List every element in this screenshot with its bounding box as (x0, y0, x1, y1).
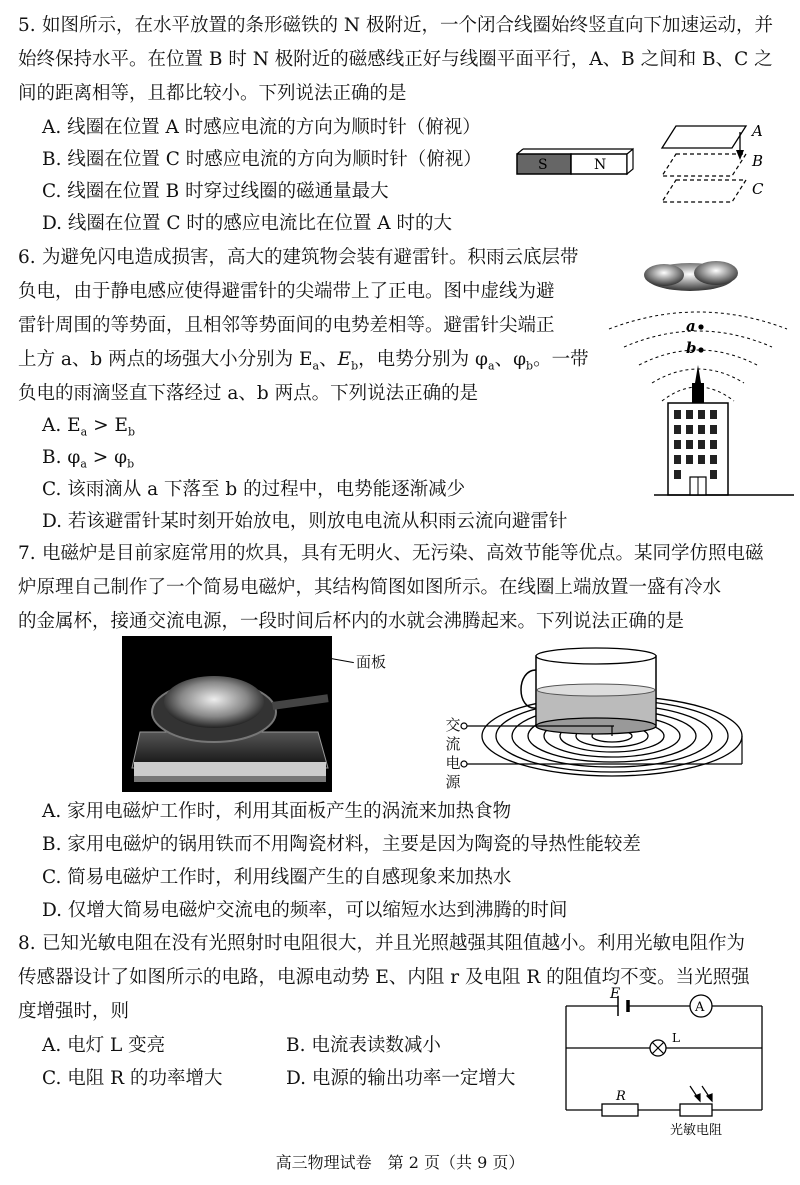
q7-option-c: C. 简易电磁炉工作时，利用线圈产生的自感现象来加热水 (42, 867, 512, 888)
q6-line4-part3: 。一带 (533, 349, 589, 370)
q6-stem-line5: 负电的雨滴竖直下落经过 a、b 两点。下列说法正确的是 (18, 383, 479, 404)
ac-source-label: 交 流 电 源 (445, 716, 461, 791)
coil-label-a: A (752, 122, 763, 140)
q6-option-a: A. $E_a > E_b$ (42, 415, 136, 439)
q5-bar-magnet (516, 148, 636, 180)
q7-induction-cooker-photo (122, 636, 332, 792)
q6-lightning-rod-figure (604, 255, 794, 505)
q5-number: 5. (18, 15, 36, 36)
q5-option-d: D. 线圈在位置 C 时的感应电流比在位置 A 时的大 (42, 213, 452, 234)
lamp-label: L (672, 1031, 680, 1045)
q8-number: 8. (18, 933, 36, 954)
q8-option-d: D. 电源的输出功率一定增大 (286, 1068, 516, 1089)
q7-option-a: A. 家用电磁炉工作时，利用其面板产生的涡流来加热食物 (42, 801, 512, 822)
q6-option-c: C. 该雨滴从 a 下落至 b 的过程中，电势能逐渐减少 (42, 479, 466, 500)
q6-line4-part1: 上方 a、b 两点的场强大小分别为 E (18, 349, 313, 370)
magnet-n-label: N (594, 157, 607, 173)
q8-circuit-diagram (562, 988, 772, 1138)
q5-coil-positions (656, 118, 776, 208)
q8-option-a: A. 电灯 L 变亮 (42, 1035, 166, 1056)
q5-option-b: B. 线圈在位置 C 时感应电流的方向为顺时针（俯视） (42, 149, 482, 170)
panel-label: 面板 (356, 653, 387, 671)
page-footer: 高三物理试卷 第 2 页（共 9 页） (275, 1153, 525, 1172)
svg-text:A: A (695, 1000, 705, 1015)
resistor-r (602, 1104, 638, 1116)
building-icon (654, 365, 794, 495)
q8-stem-line2: 传感器设计了如图所示的电路，电源电动势 E、内阻 r 及电阻 R 的阻值均不变。当光照强 (18, 967, 750, 988)
q5-stem-line3: 间的距离相等，且都比较小。下列说法正确的是 (18, 83, 407, 104)
q8-stem-line1: 已知光敏电阻在没有光照射时电阻很大，并且光照越强其阻值越小。利用光敏电阻作为 (42, 933, 746, 954)
q7-option-d: D. 仅增大简易电磁炉交流电的频率，可以缩短水达到沸腾的时间 (42, 900, 568, 921)
lamp-icon (650, 1040, 666, 1056)
cloud-icon (644, 261, 738, 291)
coil-label-b: B (752, 152, 764, 170)
panel-pointer-line (330, 658, 354, 663)
light-arrows-icon (690, 1086, 712, 1101)
q6-stem-line1: 为避免闪电造成损害，高大的建筑物会装有避雷针。积雨云底层带 (42, 247, 579, 268)
point-a-label: a (686, 317, 696, 335)
q7-number: 7. (18, 543, 36, 564)
q8-stem-line3: 度增强时，则 (18, 1001, 130, 1022)
q5-stem-line1: 如图所示，在水平放置的条形磁铁的 N 极附近，一个闭合线圈始终竖直向下加速运动，并 (42, 15, 773, 36)
q6-option-b: B. $\varphi_a > \varphi_b$ (42, 447, 135, 471)
magnet-s-label: S (538, 157, 548, 173)
q8-option-c: C. 电阻 R 的功率增大 (42, 1068, 223, 1089)
q6-stem-line3: 雷针周围的等势面，且相邻等势面间的电势差相等。避雷针尖端正 (18, 315, 555, 336)
q6-stem-line2: 负电，由于静电感应使得避雷针的尖端带上了正电。图中虚线为避 (18, 281, 555, 302)
q6-number: 6. (18, 247, 36, 268)
q6-option-d: D. 若该避雷针某时刻开始放电，则放电电流从积雨云流向避雷针 (42, 511, 568, 532)
q5-option-a: A. 线圈在位置 A 时感应电流的方向为顺时针（俯视） (42, 117, 481, 138)
q6-line4-part2: ，电势分别为 φ (358, 349, 489, 370)
q7-stem-line2: 炉原理自己制作了一个简易电磁炉，其结构简图如图所示。在线圈上端放置一盛有冷水 (18, 577, 722, 598)
photoresistor (680, 1104, 712, 1116)
q7-option-b: B. 家用电磁炉的锅用铁而不用陶瓷材料，主要是因为陶瓷的导热性能较差 (42, 834, 641, 855)
ammeter-icon (690, 995, 712, 1017)
q7-coil-cup-diagram (436, 640, 776, 780)
q6-stem-line4: 上方 a、b 两点的场强大小分别为 $E_a$、$E_b$，电势分别为 $\varphi_a$、$\varphi_b$。一带 (18, 349, 589, 373)
photoresistor-label: 光敏电阻 (670, 1123, 723, 1138)
q5-option-c: C. 线圈在位置 B 时穿过线圈的磁通量最大 (42, 181, 389, 202)
emf-label: E (610, 986, 621, 1002)
point-b-label: b (686, 339, 697, 357)
q5-stem-line2: 始终保持水平。在位置 B 时 N 极附近的磁感线正好与线圈平面平行，A、B 之间和 B、C 之 (18, 49, 773, 70)
coil-label-c: C (752, 180, 764, 198)
resistor-r-label: R (616, 1089, 626, 1104)
q7-stem-line3: 的金属杯，接通交流电源，一段时间后杯内的水就会沸腾起来。下列说法正确的是 (18, 611, 685, 632)
q7-stem-line1: 电磁炉是目前家庭常用的炊具，具有无明火、无污染、高效节能等优点。某同学仿照电磁 (42, 543, 764, 564)
q8-option-b: B. 电流表读数减小 (286, 1035, 441, 1056)
